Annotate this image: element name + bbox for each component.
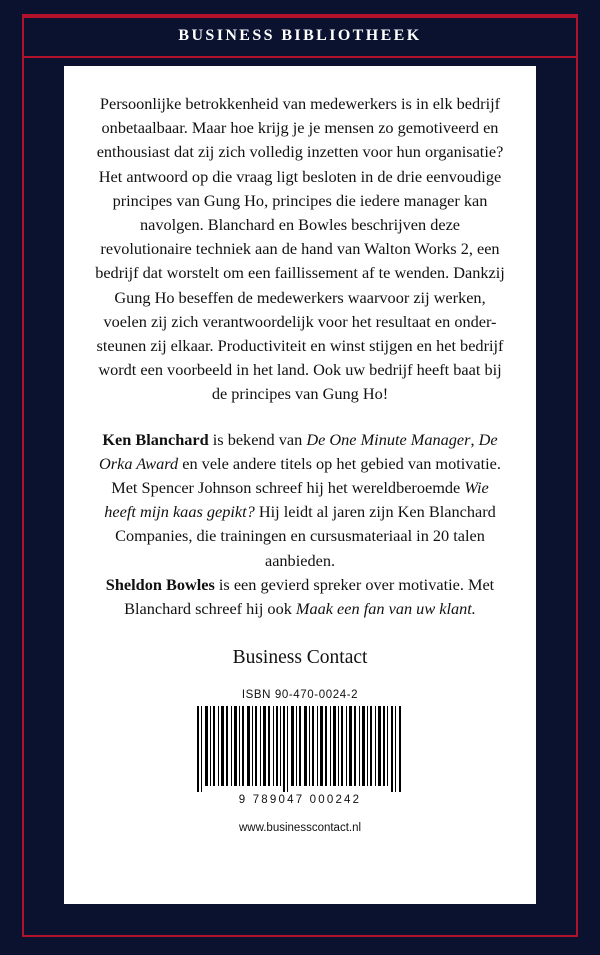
blurb-paragraph-1: Persoonlijke betrokkenheid van medewerkers is in elk bedrijf onbetaalbaar. Maar hoe krijg je je mensen zo gemotiveerd en enthousiast dat zij zich volledig inzetten voor hun organisatie? bbox=[96, 94, 504, 162]
barcode-image bbox=[195, 706, 405, 792]
title-maak-een-fan-van-uw-klant: Maak een fan van uw klant. bbox=[295, 599, 476, 619]
title-one-minute-manager: De One Minute Manager bbox=[306, 429, 471, 449]
barcode-digits: 9 789047 000242 bbox=[238, 794, 362, 807]
title-orka-award: De Orka Award bbox=[99, 429, 498, 473]
bio-separator: , bbox=[470, 429, 479, 449]
author-bios bbox=[94, 428, 506, 622]
back-cover-text-panel bbox=[64, 66, 536, 904]
isbn-label: ISBN 90-470-0024-2 bbox=[241, 689, 359, 702]
blurb-paragraph-2: Het antwoord op die vraag ligt besloten in de drie eenvoudige principes van Gung Ho, principes die iedere manager kan navolgen. Blanchard en Bowles beschrijven deze revolutionaire techniek aan de hand van Walton Works 2, een bedrijf dat worstelt om een faillissement af te wenden. Dankzij Gung Ho beseffen de medewerkers waarvoor zij werken, voelen zij zich verantwoordelijk voor het resultaat en onder-steunen zij elkaar. Productiviteit en winst stijgen en het bedrijf wordt een voorbeeld in het land. Ook uw bedrijf heeft baat bij de principes van Gung Ho! bbox=[95, 166, 505, 404]
author-bio-bowles-text-1: is een gevierd spreker over motivatie. Met Blanchard schreef hij ook bbox=[124, 574, 495, 619]
author-bio-blanchard-text-3: Hij leidt al jaren zijn Ken Blanchard Companies, die trainingen en cursusmateriaal in 20 talen aanbieden. bbox=[115, 502, 496, 570]
author-bio-blanchard bbox=[94, 428, 506, 573]
author-bio-blanchard-text-2: en vele andere titels op het gebied van motivatie. Met Spencer Johnson schreef hij het wereldberoemde bbox=[111, 453, 501, 498]
imprint-name: Business Contact bbox=[232, 647, 368, 669]
publisher-website: www.businesscontact.nl bbox=[238, 822, 362, 835]
publisher-name: BUSINESS BIBLIOTHEEK bbox=[178, 27, 422, 44]
author-name-blanchard: Ken Blanchard bbox=[102, 429, 209, 449]
title-wie-heeft-mijn-kaas-gepikt: Wie heeft mijn kaas gepikt? bbox=[104, 478, 489, 522]
barcode bbox=[195, 706, 405, 806]
publisher-band bbox=[22, 14, 578, 58]
blurb bbox=[94, 92, 506, 407]
isbn-block bbox=[94, 689, 506, 806]
author-bio-bowles bbox=[94, 573, 506, 621]
author-bio-blanchard-text-1: is bekend van bbox=[208, 429, 307, 449]
author-name-bowles: Sheldon Bowles bbox=[105, 574, 215, 594]
